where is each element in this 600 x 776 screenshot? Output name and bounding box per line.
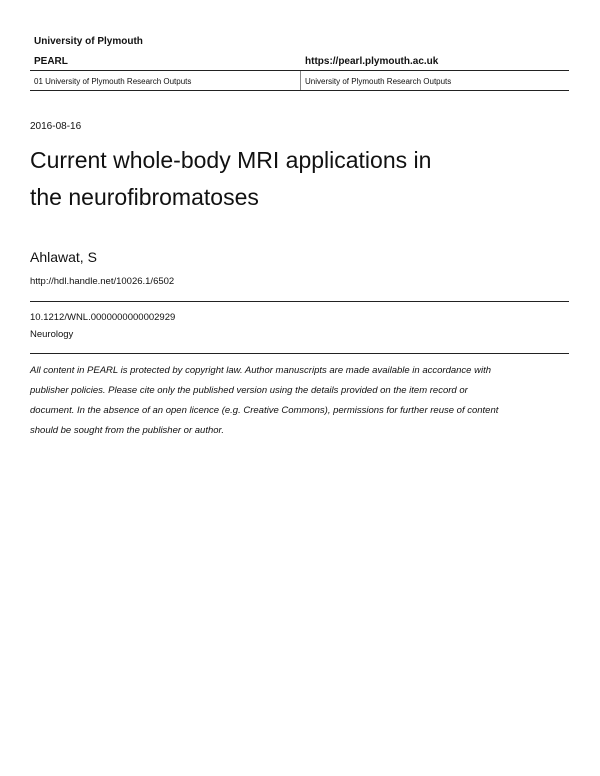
disclaimer-line: should be sought from the publisher or author.	[30, 425, 224, 436]
disclaimer-line: document. In the absence of an open licence (e.g. Creative Commons), permissions for further reuse of content	[30, 405, 499, 416]
copyright-disclaimer	[30, 361, 570, 441]
disclaimer-line: publisher policies. Please cite only the published version using the details provided on the item record or	[30, 385, 468, 396]
record-divider	[30, 301, 569, 302]
paper-title-line: Current whole-body MRI applications in	[30, 147, 432, 173]
disclaimer-divider	[30, 353, 569, 354]
repository-name: PEARL	[34, 56, 68, 67]
collection-right: University of Plymouth Research Outputs	[305, 77, 452, 86]
collection-left: 01 University of Plymouth Research Outputs	[34, 77, 192, 86]
disclaimer-line: All content in PEARL is protected by copyright law. Author manuscripts are made available in accordance with	[30, 365, 491, 376]
paper-title-line: the neurofibromatoses	[30, 184, 259, 210]
handle-link[interactable]: http://hdl.handle.net/10026.1/6502	[30, 276, 175, 287]
repository-url[interactable]: https://pearl.plymouth.ac.uk	[305, 56, 439, 67]
publication-date: 2016-08-16	[30, 121, 82, 132]
paper-title	[30, 142, 550, 216]
journal-name: Neurology	[30, 329, 74, 340]
header-divider-bottom	[30, 90, 569, 91]
institution-name: University of Plymouth	[34, 36, 143, 47]
doi: 10.1212/WNL.0000000000002929	[30, 312, 176, 323]
header-column-divider	[300, 71, 301, 90]
author: Ahlawat, S	[30, 249, 97, 265]
